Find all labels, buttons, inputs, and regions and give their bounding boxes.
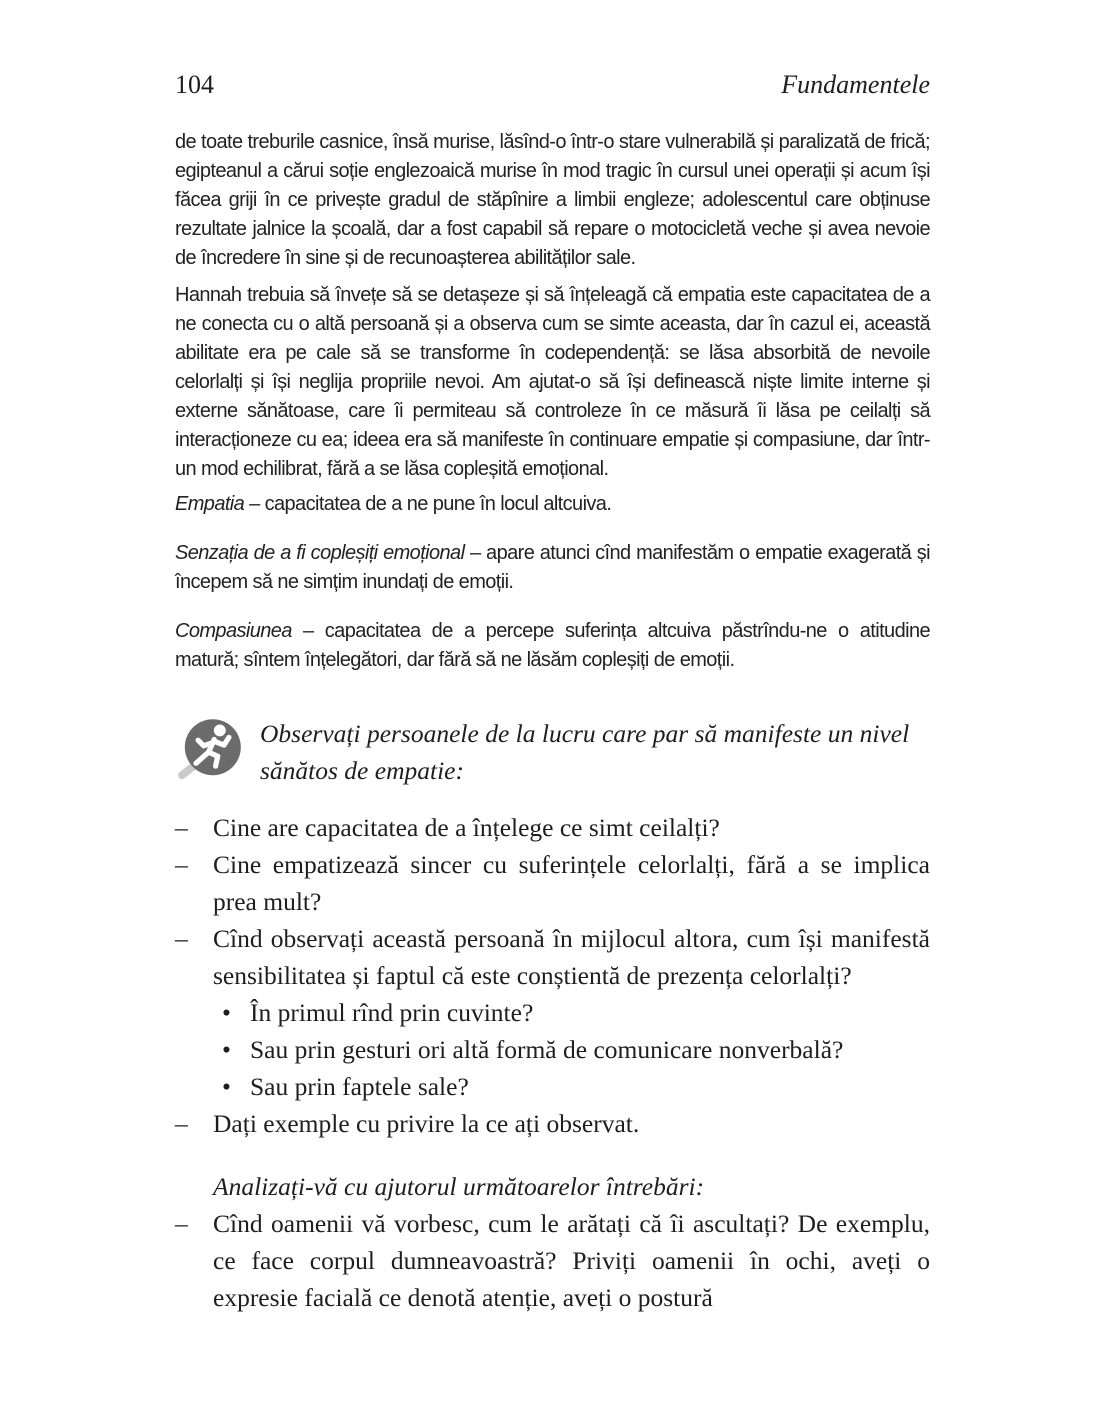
paragraph-1: de toate treburile casnice, însă murise, lăsînd-o într-o stare vulnerabilă și paralizată de frică; egipteanul a cărui soție englezoaică murise în mod tragic în cursul unei operații și acum își făcea griji în ce privește gradul de stăpînire a limbii engleze; adolescentul care obținuse rezultate jalnice la școală, dar a fost capabil să repare o motocicletă veche și avea nevoie de încredere în sine și de recunoașterea abilităților sale. [175, 131, 930, 269]
dash-marker: – [175, 1109, 188, 1138]
bullet-marker: • [222, 1072, 231, 1101]
question-text: Cine are capacitatea de a înțelege ce simt ceilalți? [213, 813, 720, 842]
dash-marker: – [175, 813, 188, 842]
question-text: Cine empatizează sincer cu suferințele celorlalți, fără a se implica prea mult? [213, 850, 930, 916]
definition-text: – apare atunci cînd manifestăm o empatie exagerată și începem să ne simțim inundați de emoții. [175, 542, 930, 593]
question-item [175, 1068, 930, 1105]
definition-term: Compasiunea [175, 620, 292, 642]
definition-senzatia [175, 539, 930, 597]
paragraph-2: Hannah trebuia să învețe să se detașeze și să înțeleagă că empatia este capacitatea de a ne conecta cu o altă persoană și a observa cum se simte aceasta, dar în cazul ei, această abilitate era pe cale să se transforme în codependență: se lăsa absorbită de nevoile celorlalți și își neglija propriile nevoi. Am ajutat-o să își definească niște limite interne și externe sănătoase, care îi permiteau să controleze în ce măsură îi lăsa pe ceilalți să interacționeze cu ea; ideea era să manifeste în continuare empatie și compasiune, dar într-un mod echilibrat, fără a se lăsa copleșită emoțional. [175, 284, 930, 480]
exercise-header [175, 713, 930, 789]
exercise-prompt-2: Analizați-vă cu ajutorul următoarelor întrebări: [213, 1172, 705, 1201]
question-list-analyze [175, 1205, 930, 1316]
dash-marker: – [175, 924, 188, 953]
question-text: Dați exemple cu privire la ce ați observat. [213, 1109, 640, 1138]
question-item [175, 1205, 930, 1316]
question-text: Sau prin gesturi ori altă formă de comunicare nonverbală? [250, 1035, 844, 1064]
definition-empatia [175, 490, 930, 519]
definition-text: – capacitatea de a percepe suferința altcuiva păstrîndu-ne o atitudine matură; sîntem înțelegători, dar fără să ne lăsăm copleșiți de emoții. [175, 620, 930, 671]
bullet-marker: • [222, 998, 231, 1027]
dash-marker: – [175, 850, 188, 879]
question-text: Sau prin faptele sale? [250, 1072, 469, 1101]
exercise-prompt-1: Observați persoanele de la lucru care par să manifeste un nivel sănătos de empatie: [260, 719, 910, 785]
dash-marker: – [175, 1209, 188, 1238]
question-item [175, 920, 930, 994]
runner-icon [175, 715, 245, 785]
question-item [175, 809, 930, 846]
question-item [175, 1031, 930, 1068]
definition-term: Empatia [175, 493, 245, 515]
question-item [175, 846, 930, 920]
definition-compasiunea [175, 617, 930, 675]
question-text: Cînd observați această persoană în mijlocul altora, cum își manifestă sensibilitatea și faptul că este conștientă de prezența celorlalți? [213, 924, 930, 990]
bullet-marker: • [222, 1035, 231, 1064]
question-item [175, 994, 930, 1031]
question-text: Cînd oamenii vă vorbesc, cum le arătați că îi ascultați? De exemplu, ce face corpul dumneavoastră? Priviți oamenii în ochi, aveți o expresie facială ce denotă atenție, aveți o postură [213, 1209, 930, 1312]
question-item [175, 1105, 930, 1142]
definition-term: Senzația de a fi copleșiți emoțional [175, 542, 465, 564]
question-list-observe [175, 809, 930, 1142]
page-number: 104 [175, 70, 214, 99]
question-text: În primul rînd prin cuvinte? [250, 998, 534, 1027]
running-title: Fundamentele [781, 70, 930, 99]
definition-text: – capacitatea de a ne pune în locul altcuiva. [244, 493, 612, 515]
running-header [175, 70, 930, 100]
